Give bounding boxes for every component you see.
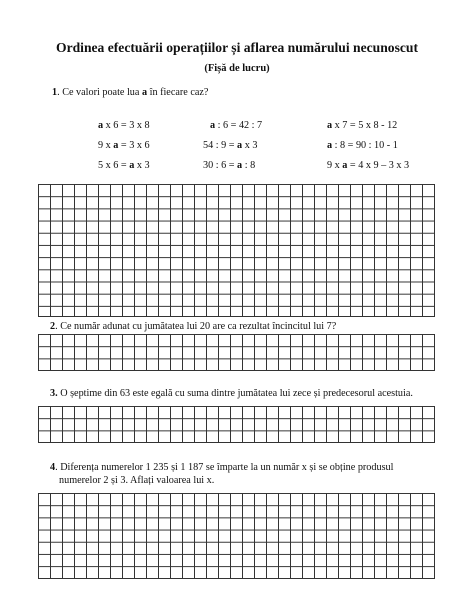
equation-r1-c2: a : 6 = 42 : 7 xyxy=(210,120,263,131)
answer-grid-4[interactable] xyxy=(38,493,435,579)
exercise-4-line-1 xyxy=(50,461,427,474)
exercise-4-text-1: . Diferența numerelor 1 235 și 1 187 se împarte la un număr x și se obține produsul xyxy=(55,462,394,473)
exercise-4-number: 4 xyxy=(50,462,56,473)
exercise-3-prompt xyxy=(50,387,413,400)
exercise-2-text: . Ce număr adunat cu jumătatea lui 20 are ca rezultat încincitul lui 7? xyxy=(55,321,337,332)
exercise-1-text-before: . Ce valori poate lua xyxy=(57,87,142,98)
exercise-1-variable: a xyxy=(141,87,148,98)
equation-r2-c1: 9 x a = 3 x 6 xyxy=(98,140,150,151)
exercise-1-number: 1 xyxy=(52,87,58,98)
equation-r2-c3: a : 8 = 90 : 10 - 1 xyxy=(327,140,398,151)
exercise-4-text-2: numerelor 2 și 3. Aflați valoarea lui x. xyxy=(59,475,215,486)
equation-r1-c1: a x 6 = 3 x 8 xyxy=(98,120,150,131)
answer-grid-2[interactable] xyxy=(38,334,435,371)
equation-r1-c3: a x 7 = 5 x 8 - 12 xyxy=(327,120,398,131)
exercise-3-text: O șeptime din 63 este egală cu suma dintre jumătatea lui zece și predecesorul acestuia. xyxy=(57,388,413,399)
answer-grid-3[interactable] xyxy=(38,406,435,443)
answer-grid-1[interactable] xyxy=(38,184,435,317)
exercise-4-prompt xyxy=(50,461,427,487)
worksheet-title: Ordinea efectuării operațiilor și aflarea numărului necunoscut xyxy=(56,40,418,55)
exercise-1-text-after: în fiecare caz? xyxy=(147,87,209,98)
exercise-2-number: 2 xyxy=(50,321,56,332)
exercise-1-prompt xyxy=(52,86,208,99)
exercise-2-prompt xyxy=(50,320,336,333)
equation-r2-c2: 54 : 9 = a x 3 xyxy=(203,140,258,151)
equation-r3-c3: 9 x a = 4 x 9 – 3 x 3 xyxy=(327,160,410,171)
equation-r3-c2: 30 : 6 = a : 8 xyxy=(203,160,256,171)
equation-r3-c1: 5 x 6 = a x 3 xyxy=(98,160,150,171)
worksheet-subtitle: (Fișă de lucru) xyxy=(204,63,270,74)
exercise-3-number: 3. xyxy=(50,388,58,399)
